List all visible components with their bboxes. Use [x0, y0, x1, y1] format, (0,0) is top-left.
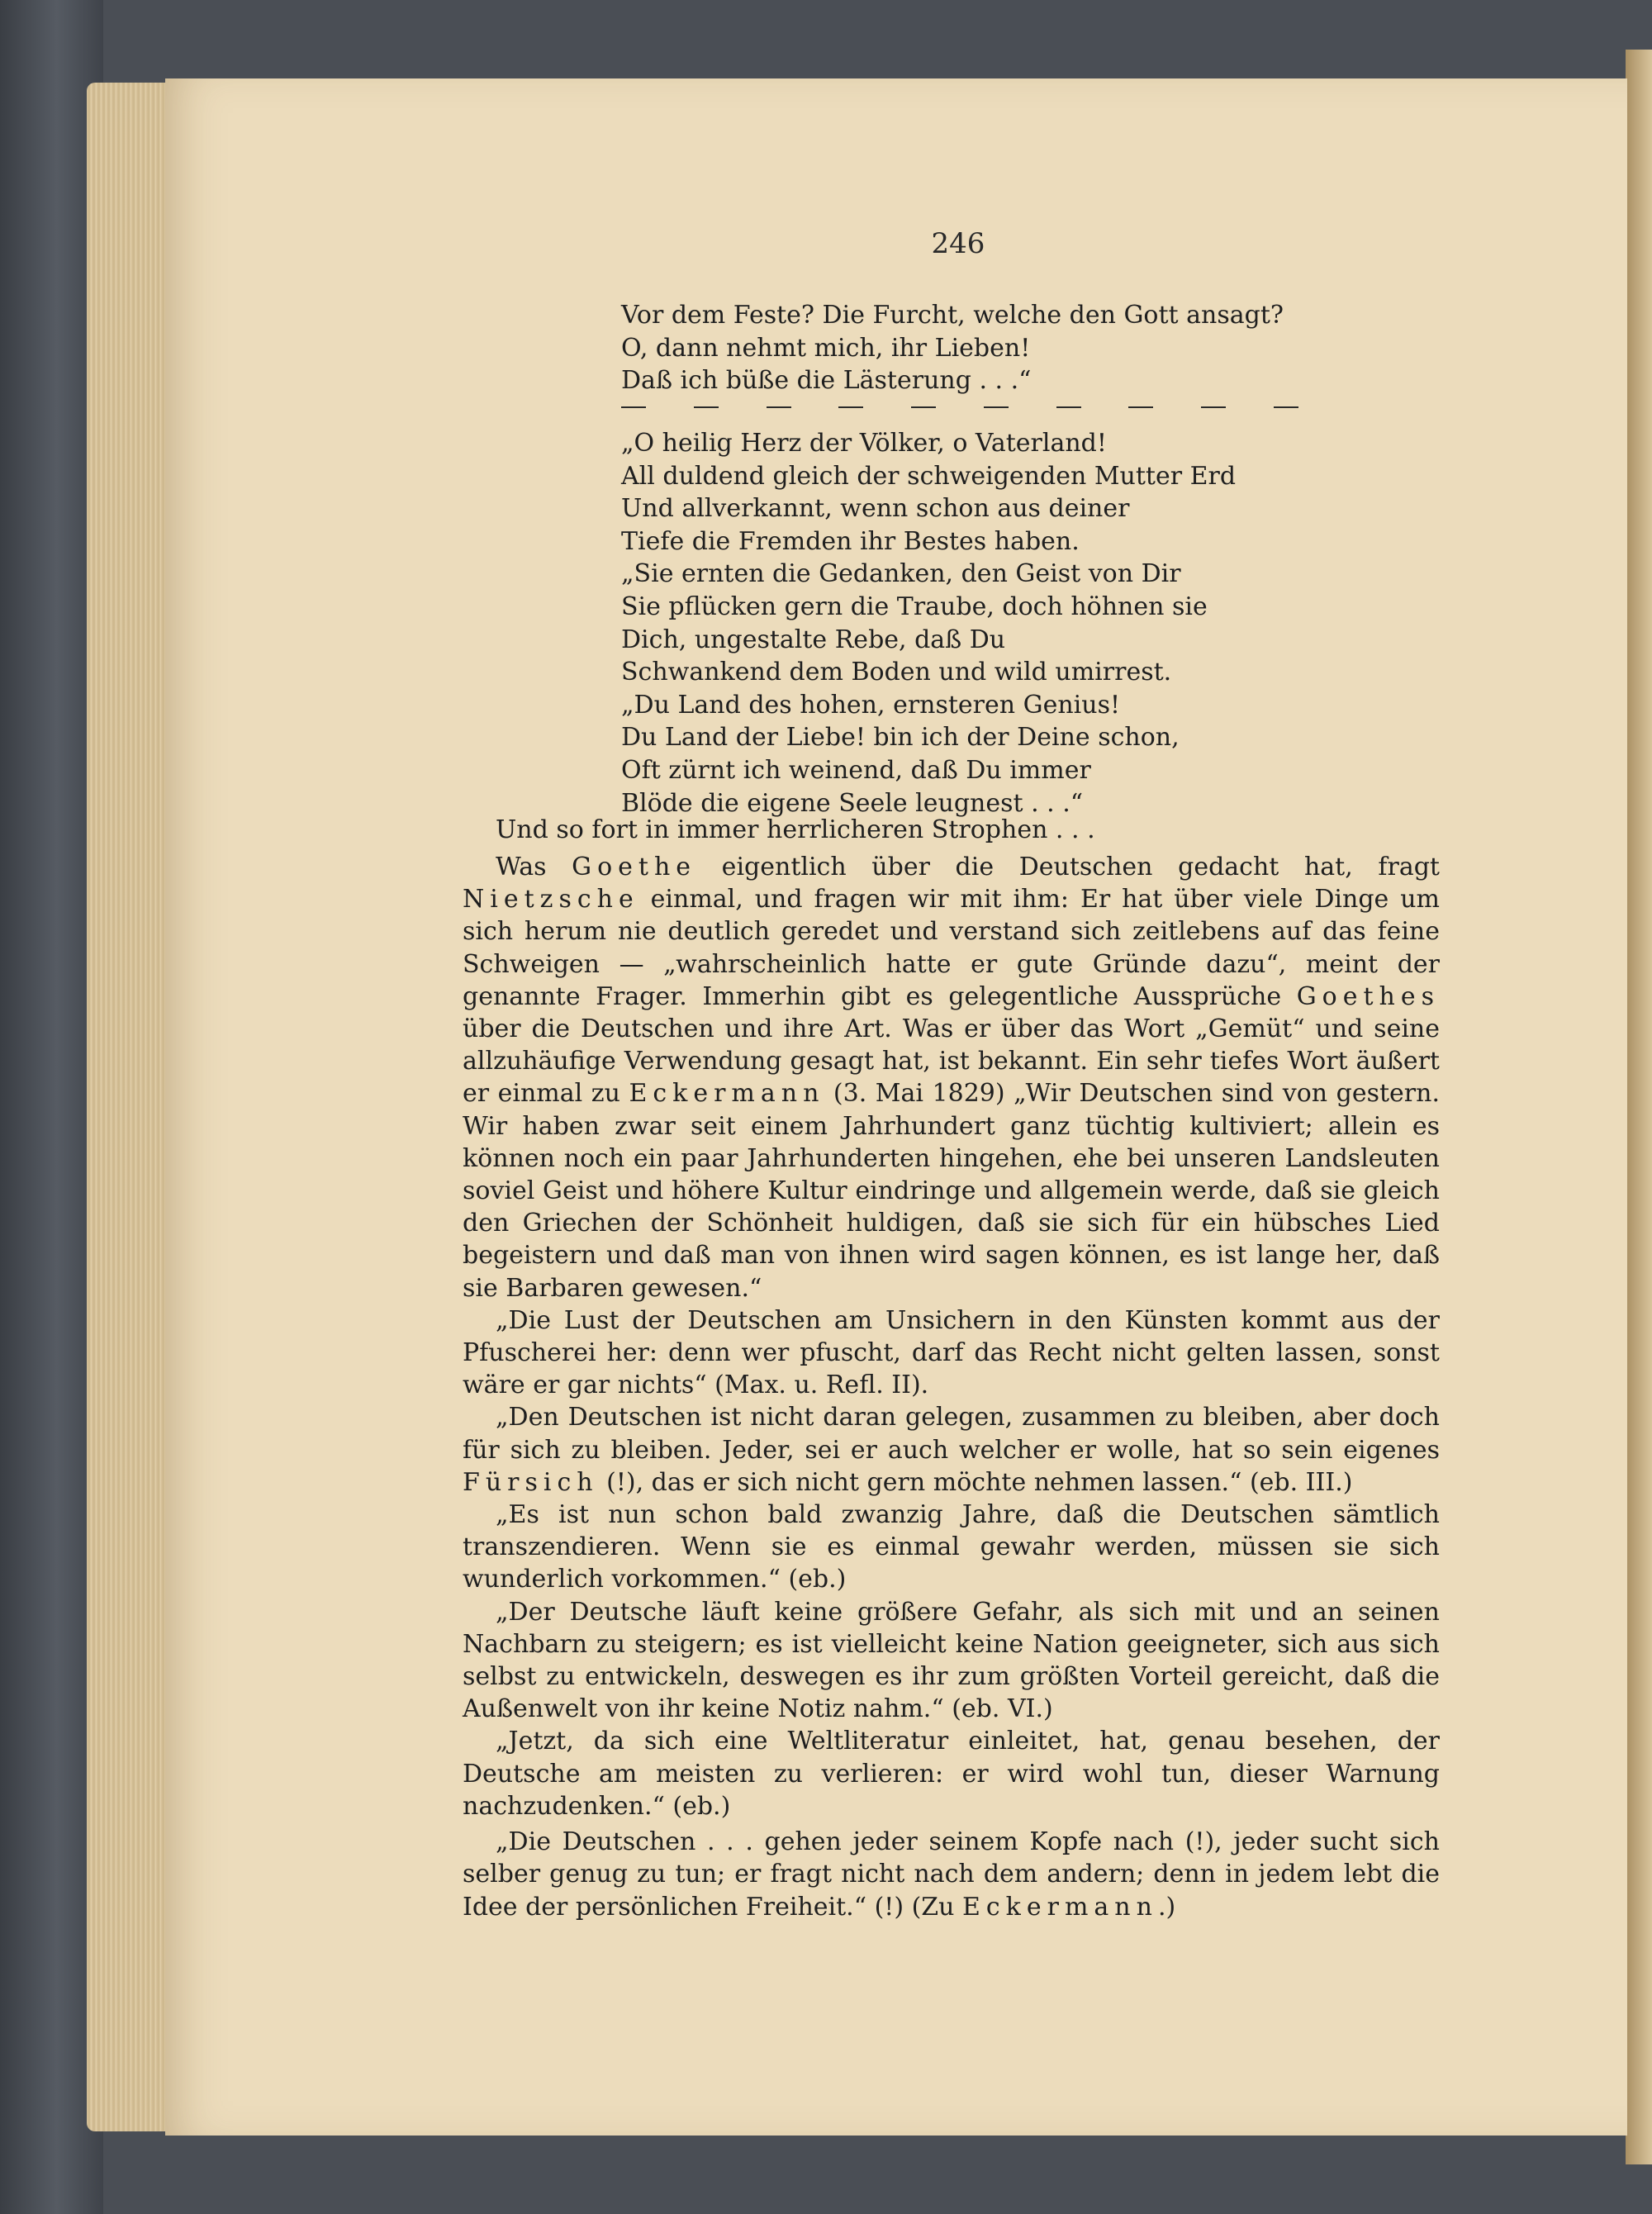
next-page-edge	[1626, 50, 1652, 2164]
dash	[1056, 406, 1081, 408]
dash	[621, 406, 646, 408]
paragraph	[463, 1401, 1440, 1499]
text-run: über die Deutschen und ihre Art. Was er über das Wort „Gemüt“ und seine allzuhäufige Verwendung gesagt hat, ist bekannt. Ein sehr tiefes Wort äußert er einmal zu	[463, 1014, 1440, 1109]
paragraph: „Jetzt, da sich eine Weltliteratur einleitet, hat, genau besehen, der Deutsche am meisten zu verlieren: er wird wohl tun, dieser Warnung nachzudenken.“ (eb.)	[463, 1727, 1440, 1821]
dash	[1201, 406, 1226, 408]
dash	[767, 406, 791, 408]
paragraph: „Es ist nun schon bald zwanzig Jahre, daß die Deutschen sämtlich transzendieren. Wenn sie es einmal gewahr werden, müssen sie sich wunderlich vorkommen.“ (eb.)	[463, 1500, 1440, 1594]
body-text	[463, 851, 1440, 1923]
paragraph	[463, 1826, 1440, 1923]
text-run: Was	[496, 853, 572, 881]
dash	[911, 406, 936, 408]
paragraph	[463, 851, 1440, 1304]
poem-intro	[621, 299, 1365, 397]
text-run: „Den Deutschen ist nicht daran gelegen, zusammen zu bleiben, aber doch für sich zu bleiben. Jeder, sei er auch welcher er wolle, hat so sein eigenes	[463, 1403, 1440, 1465]
spaced-name: Fürsich	[463, 1467, 599, 1497]
poem-line: „Du Land des hohen, ernsteren Genius!	[621, 690, 1121, 720]
text-run: .)	[1157, 1892, 1176, 1922]
poem-line: Oft zürnt ich weinend, daß Du immer	[621, 755, 1091, 785]
poem-line: Schwankend dem Boden und wild umirrest.	[621, 658, 1172, 687]
dash	[984, 406, 1009, 408]
poem-line: „Sie ernten die Gedanken, den Geist von Dir	[621, 559, 1181, 589]
spaced-name: Goethe	[572, 853, 697, 881]
dash	[1128, 406, 1153, 408]
poem-line: „O heilig Herz der Völker, o Vaterland!	[621, 429, 1107, 458]
text-run: „Die Deutschen . . . gehen jeder seinem Kopfe nach (!), jeder sucht sich selber genug zu tun; er fragt nicht nach dem andern; denn in jedem lebt die Idee der persönlichen Freiheit.“ (!) (Zu	[463, 1827, 1440, 1922]
spaced-name: Goethes	[1296, 981, 1440, 1011]
paragraph: „Der Deutsche läuft keine größere Gefahr, als sich mit und an seinen Nachbarn zu steigern; es ist vielleicht keine Nation geeigneter, sich aus sich selbst zu entwickeln, deswegen es ihr zum größten Vorteil gereicht, daß die Außenwelt von ihr keine Notiz nahm.“ (eb. VI.)	[463, 1597, 1440, 1724]
dash	[838, 406, 863, 408]
poem-line: O, dann nehmt mich, ihr Lieben!	[621, 333, 1031, 363]
poem-line: Dich, ungestalte Rebe, daß Du	[621, 625, 1006, 654]
poem-main	[621, 427, 1365, 820]
poem-line: All duldend gleich der schweigenden Mutter Erd	[621, 461, 1237, 491]
omission-dashes	[621, 395, 1298, 420]
continuation-line: Und so fort in immer herrlicheren Strophen . . .	[496, 815, 1095, 844]
spaced-name: Nietzsche	[463, 885, 639, 915]
poem-line: Du Land der Liebe! bin ich der Deine schon,	[621, 723, 1180, 753]
spaced-name: Eckermann	[961, 1892, 1158, 1922]
poem-line: Blöde die eigene Seele leugnest . . .“	[621, 788, 1084, 818]
poem-line: Sie pflücken gern die Traube, doch höhnen sie	[621, 592, 1208, 621]
dash	[1274, 406, 1298, 408]
poem-line: Vor dem Feste? Die Furcht, welche den Gott ansagt?	[621, 301, 1284, 330]
text-run: eigentlich über die Deutschen gedacht hat, fragt	[696, 853, 1440, 881]
poem-line: Daß ich büße die Lästerung . . .“	[621, 366, 1032, 396]
text-run: einmal, und fragen wir mit ihm: Er hat über viele Dinge um sich herum nie deutlich geredet und verstand sich zeitlebens auf das feine Schweigen — „wahrscheinlich hatte er gute Gründe dazu“, meint der genannte Frager. Immerhin gibt es gelegentliche Aussprüche	[463, 885, 1440, 1011]
poem-line: Und allverkannt, wenn schon aus deiner	[621, 494, 1130, 524]
paragraph: „Die Lust der Deutschen am Unsichern in den Künsten kommt aus der Pfuscherei her: denn wer pfuscht, darf das Recht nicht gelten lassen, sonst wäre er gar nichts“ (Max. u. Refl. II).	[463, 1305, 1440, 1400]
text-run: (3. Mai 1829) „Wir Deutschen sind von gestern. Wir haben zwar seit einem Jahrhundert ganz tüchtig kultiviert; allein es können noch ein paar Jahrhunderten hingehen, ehe bei unseren Landsleuten soviel Geist und höhere Kultur eindringe und allgemein werde, daß sie gleich den Griechen der Schönheit huldigen, daß sie sich für ein hübsches Lied begeistern und daß man von ihnen wird sagen können, es ist lange her, daß sie Barbaren gewesen.“	[463, 1079, 1440, 1303]
spaced-name: Eckermann	[629, 1079, 825, 1109]
dash	[694, 406, 719, 408]
page-number: 246	[931, 227, 985, 260]
poem-line: Tiefe die Fremden ihr Bestes haben.	[621, 526, 1080, 556]
text-run: (!), das er sich nicht gern möchte nehmen lassen.“ (eb. III.)	[598, 1467, 1353, 1497]
